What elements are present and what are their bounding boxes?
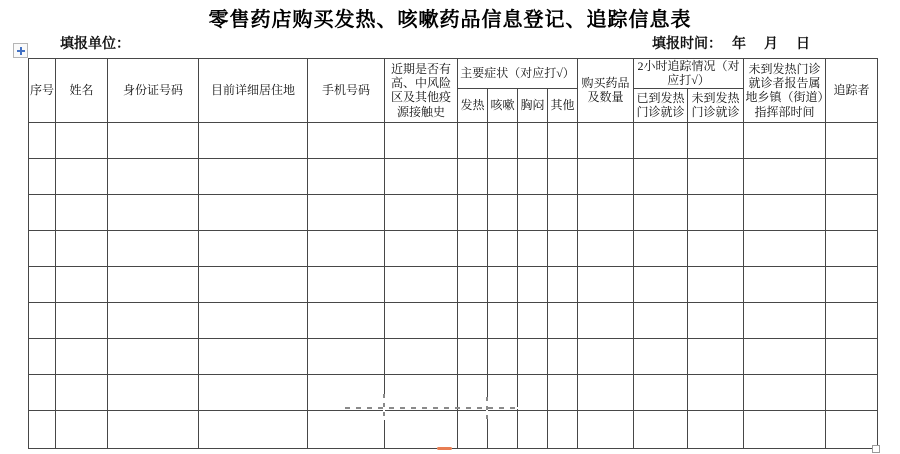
- table-cell[interactable]: [458, 338, 488, 374]
- move-handle-cross-v: [20, 47, 22, 55]
- page-break-dash-vertical-1: [383, 394, 385, 420]
- col-header-name: 姓名: [56, 59, 108, 123]
- table-cell[interactable]: [688, 230, 744, 266]
- table-cell[interactable]: [488, 302, 518, 338]
- table-cell[interactable]: [199, 410, 308, 448]
- table-row: [29, 374, 878, 410]
- table-cell[interactable]: [56, 410, 108, 448]
- table-cell[interactable]: [108, 158, 199, 194]
- table-row: [29, 302, 878, 338]
- table-cell[interactable]: [744, 374, 826, 410]
- col-header-tracking-visited: 已到发热门诊就诊: [634, 88, 688, 122]
- table-cell[interactable]: [688, 338, 744, 374]
- table-cell[interactable]: [688, 302, 744, 338]
- table-cell[interactable]: [29, 122, 56, 158]
- table-cell[interactable]: [488, 266, 518, 302]
- table-cell[interactable]: [548, 230, 578, 266]
- col-header-id-number: 身份证号码: [108, 59, 199, 123]
- table-cell[interactable]: [308, 410, 385, 448]
- table-cell[interactable]: [108, 122, 199, 158]
- table-cell[interactable]: [488, 338, 518, 374]
- table-cell[interactable]: [826, 302, 878, 338]
- table-cell[interactable]: [688, 266, 744, 302]
- col-header-symptoms-group: 主要症状（对应打√）: [458, 59, 578, 89]
- table-cell[interactable]: [826, 410, 878, 448]
- table-cell[interactable]: [56, 302, 108, 338]
- table-cell[interactable]: [518, 374, 548, 410]
- table-cell[interactable]: [385, 266, 458, 302]
- report-unit-label: 填报单位：: [60, 37, 130, 52]
- table-cell[interactable]: [548, 158, 578, 194]
- table-cell[interactable]: [578, 266, 634, 302]
- page-break-dash-vertical-2: [486, 397, 488, 419]
- table-cell[interactable]: [108, 194, 199, 230]
- table-cell[interactable]: [518, 410, 548, 448]
- table-cell[interactable]: [308, 266, 385, 302]
- col-header-address: 目前详细居住地: [199, 59, 308, 123]
- table-cell[interactable]: [29, 410, 56, 448]
- table-cell[interactable]: [634, 158, 688, 194]
- table-cell[interactable]: [634, 122, 688, 158]
- table-cell[interactable]: [308, 338, 385, 374]
- table-cell[interactable]: [744, 158, 826, 194]
- table-cell[interactable]: [634, 374, 688, 410]
- table-cell[interactable]: [488, 230, 518, 266]
- table-cell[interactable]: [634, 338, 688, 374]
- table-resize-handle-icon[interactable]: [872, 445, 880, 453]
- table-cell[interactable]: [578, 230, 634, 266]
- table-cell[interactable]: [29, 338, 56, 374]
- table-cell[interactable]: [108, 302, 199, 338]
- table-cell[interactable]: [578, 302, 634, 338]
- table-cell[interactable]: [29, 194, 56, 230]
- table-cell[interactable]: [385, 374, 458, 410]
- table-cell[interactable]: [518, 194, 548, 230]
- col-header-symptom-chest: 胸闷: [518, 88, 548, 122]
- table-row: [29, 194, 878, 230]
- table-cell[interactable]: [199, 374, 308, 410]
- table-cell[interactable]: [29, 266, 56, 302]
- col-header-purchase: 购买药品及数量: [578, 59, 634, 123]
- table-cell[interactable]: [199, 194, 308, 230]
- col-header-tracker: 追踪者: [826, 59, 878, 123]
- table-cell[interactable]: [458, 410, 488, 448]
- table-cell[interactable]: [548, 194, 578, 230]
- col-header-seq: 序号: [29, 59, 56, 123]
- table-body: [29, 122, 878, 448]
- col-header-phone: 手机号码: [308, 59, 385, 123]
- table-cell[interactable]: [385, 230, 458, 266]
- table-row: [29, 122, 878, 158]
- table-cell[interactable]: [308, 158, 385, 194]
- table-cell[interactable]: [518, 230, 548, 266]
- table-cell[interactable]: [56, 194, 108, 230]
- table-cell[interactable]: [744, 122, 826, 158]
- col-header-no-visit-report: 未到发热门诊就诊者报告属地乡镇（街道）指挥部时间: [744, 59, 826, 123]
- table-cell[interactable]: [826, 194, 878, 230]
- table-row: [29, 230, 878, 266]
- table-cell[interactable]: [199, 122, 308, 158]
- table-cell[interactable]: [199, 338, 308, 374]
- table-cell[interactable]: [108, 410, 199, 448]
- table-move-handle-icon[interactable]: [13, 43, 28, 58]
- table-cell[interactable]: [29, 302, 56, 338]
- table-cell[interactable]: [548, 410, 578, 448]
- table-cell[interactable]: [199, 266, 308, 302]
- table-cell[interactable]: [548, 122, 578, 158]
- table-cell[interactable]: [488, 374, 518, 410]
- table-cell[interactable]: [56, 122, 108, 158]
- table-cell[interactable]: [56, 338, 108, 374]
- table-row: [29, 410, 878, 448]
- table-cell[interactable]: [826, 338, 878, 374]
- table-cell[interactable]: [108, 338, 199, 374]
- report-time-value: 年 月 日: [732, 37, 812, 52]
- table-cell[interactable]: [29, 158, 56, 194]
- table-cell[interactable]: [826, 122, 878, 158]
- table-cell[interactable]: [108, 374, 199, 410]
- table-cell[interactable]: [688, 410, 744, 448]
- table-cell[interactable]: [634, 410, 688, 448]
- page-break-dash-horizontal: [345, 407, 520, 409]
- table-cell[interactable]: [688, 194, 744, 230]
- table-cell[interactable]: [826, 230, 878, 266]
- table-cell[interactable]: [688, 374, 744, 410]
- table-cell[interactable]: [458, 374, 488, 410]
- table-cell[interactable]: [744, 338, 826, 374]
- table-cell[interactable]: [108, 230, 199, 266]
- report-time-block: [652, 33, 812, 53]
- col-header-risk-history: 近期是否有高、中风险区及其他疫源接触史: [385, 59, 458, 123]
- col-header-symptom-cough: 咳嗽: [488, 88, 518, 122]
- table-cell[interactable]: [308, 374, 385, 410]
- form-table: [28, 58, 878, 449]
- table-cell[interactable]: [548, 338, 578, 374]
- table-cell[interactable]: [108, 266, 199, 302]
- table-cell[interactable]: [56, 374, 108, 410]
- table-cell[interactable]: [634, 302, 688, 338]
- table-cell[interactable]: [199, 230, 308, 266]
- col-header-symptom-other: 其他: [548, 88, 578, 122]
- table-cell[interactable]: [826, 374, 878, 410]
- table-cell[interactable]: [518, 122, 548, 158]
- table-cell[interactable]: [458, 230, 488, 266]
- table-cell[interactable]: [826, 266, 878, 302]
- table-cell[interactable]: [458, 158, 488, 194]
- table-cell[interactable]: [744, 230, 826, 266]
- col-header-tracking-not-visited: 未到发热门诊就诊: [688, 88, 744, 122]
- table-cell[interactable]: [634, 194, 688, 230]
- table-cell[interactable]: [29, 374, 56, 410]
- table-cell[interactable]: [688, 122, 744, 158]
- table-cell[interactable]: [518, 266, 548, 302]
- table-row: [29, 158, 878, 194]
- table-cell[interactable]: [308, 302, 385, 338]
- page-title: 零售药店购买发热、咳嗽药品信息登记、追踪信息表: [208, 9, 692, 31]
- table-cell[interactable]: [385, 302, 458, 338]
- table-cell[interactable]: [548, 266, 578, 302]
- table-cell[interactable]: [688, 158, 744, 194]
- table-row: [29, 266, 878, 302]
- table-cell[interactable]: [634, 230, 688, 266]
- table-cell[interactable]: [385, 122, 458, 158]
- table-cell[interactable]: [578, 410, 634, 448]
- table-cell[interactable]: [458, 302, 488, 338]
- table-cell[interactable]: [744, 410, 826, 448]
- table-cell[interactable]: [744, 194, 826, 230]
- table-cell[interactable]: [199, 158, 308, 194]
- table-cell[interactable]: [578, 158, 634, 194]
- table-cell[interactable]: [578, 338, 634, 374]
- table-cell[interactable]: [518, 158, 548, 194]
- table-cell[interactable]: [385, 158, 458, 194]
- table-cell[interactable]: [518, 338, 548, 374]
- table-cell[interactable]: [56, 266, 108, 302]
- col-header-tracking-group: 2小时追踪情况（对应打√）: [634, 59, 744, 89]
- orange-mark-artifact: [437, 447, 452, 450]
- table-cell[interactable]: [488, 410, 518, 448]
- table-cell[interactable]: [578, 194, 634, 230]
- table-cell[interactable]: [578, 374, 634, 410]
- table-cell[interactable]: [56, 230, 108, 266]
- table-cell[interactable]: [744, 266, 826, 302]
- report-time-label: 填报时间：: [652, 37, 722, 52]
- table-cell[interactable]: [29, 230, 56, 266]
- table-cell[interactable]: [385, 338, 458, 374]
- table-cell[interactable]: [56, 158, 108, 194]
- table-cell[interactable]: [488, 194, 518, 230]
- table-cell[interactable]: [548, 374, 578, 410]
- table-cell[interactable]: [308, 194, 385, 230]
- table-cell[interactable]: [744, 302, 826, 338]
- table-row: [29, 338, 878, 374]
- table-cell[interactable]: [458, 122, 488, 158]
- table-cell[interactable]: [488, 122, 518, 158]
- table-cell[interactable]: [548, 302, 578, 338]
- table-cell[interactable]: [518, 302, 548, 338]
- table-cell[interactable]: [634, 266, 688, 302]
- table-cell[interactable]: [385, 194, 458, 230]
- table-cell[interactable]: [308, 122, 385, 158]
- col-header-symptom-fever: 发热: [458, 88, 488, 122]
- table-cell[interactable]: [458, 266, 488, 302]
- table-cell[interactable]: [488, 158, 518, 194]
- table-cell[interactable]: [458, 194, 488, 230]
- table-cell[interactable]: [578, 122, 634, 158]
- table-cell[interactable]: [199, 302, 308, 338]
- table-cell[interactable]: [826, 158, 878, 194]
- table-cell[interactable]: [385, 410, 458, 448]
- table-cell[interactable]: [308, 230, 385, 266]
